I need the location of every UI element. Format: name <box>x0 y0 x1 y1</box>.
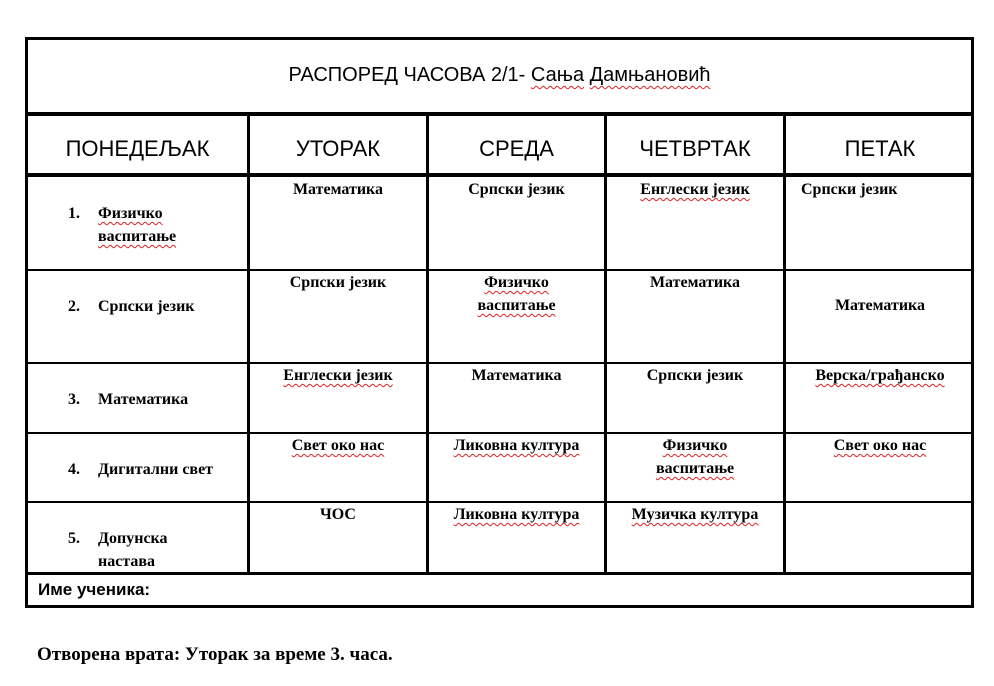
wednesday-lesson-2: Физичко васпитање <box>477 274 556 314</box>
page-title <box>28 64 971 87</box>
student-name-label: Име ученика: <box>38 580 151 599</box>
friday-lesson-2: Математика <box>834 297 926 314</box>
header-tuesday: УТОРАК <box>295 136 381 161</box>
tuesday-lesson-2: Српски језик <box>289 274 387 291</box>
friday-lesson-1: Српски језик <box>801 181 898 198</box>
thursday-lesson-3: Српски језик <box>646 367 744 384</box>
monday-lesson-2: 2. Српски језик <box>68 298 195 315</box>
header-monday: ПОНЕДЕЉАК <box>65 136 210 161</box>
monday-lesson-3: 3. Математика <box>68 391 189 408</box>
tuesday-lesson-4: Свет око нас <box>291 437 385 454</box>
tuesday-lesson-5: ЧОС <box>320 506 356 523</box>
thursday-lesson-2: Математика <box>649 274 741 291</box>
thursday-lesson-5: Музичка култура <box>631 506 759 523</box>
thursday-lesson-4: Физичко васпитање <box>655 437 735 477</box>
wednesday-lesson-5: Ликовна култура <box>453 506 580 523</box>
monday-lesson-1: 1. Физичко васпитање <box>68 205 177 245</box>
divider <box>28 572 971 575</box>
tuesday-lesson-3: Енглески језик <box>283 367 393 384</box>
teacher-last-name: Дамњановић <box>589 64 711 86</box>
teacher-first-name: Сања <box>530 64 585 86</box>
header-wednesday: СРЕДА <box>479 136 554 161</box>
open-doors-note: Отворена врата: Уторак за време 3. часа. <box>37 644 393 665</box>
divider <box>28 173 971 177</box>
title-prefix: РАСПОРЕД ЧАСОВА 2/1- <box>288 64 531 86</box>
tuesday-lesson-1: Математика <box>292 181 384 198</box>
thursday-lesson-1: Енглески језик <box>640 181 750 198</box>
friday-lesson-3: Верска/грађанско <box>815 367 945 384</box>
monday-lesson-5: 5. Допунска настава <box>68 530 168 570</box>
friday-lesson-4: Свет око нас <box>833 437 927 454</box>
wednesday-lesson-1: Српски језик <box>468 181 565 198</box>
header-friday: ПЕТАК <box>844 136 916 161</box>
header-thursday: ЧЕТВРТАК <box>639 136 751 161</box>
monday-lesson-4: 4. Дигитални свет <box>68 461 214 478</box>
schedule-table <box>25 37 974 608</box>
wednesday-lesson-3: Математика <box>471 367 562 384</box>
wednesday-lesson-4: Ликовна култура <box>453 437 580 454</box>
divider <box>28 112 971 116</box>
